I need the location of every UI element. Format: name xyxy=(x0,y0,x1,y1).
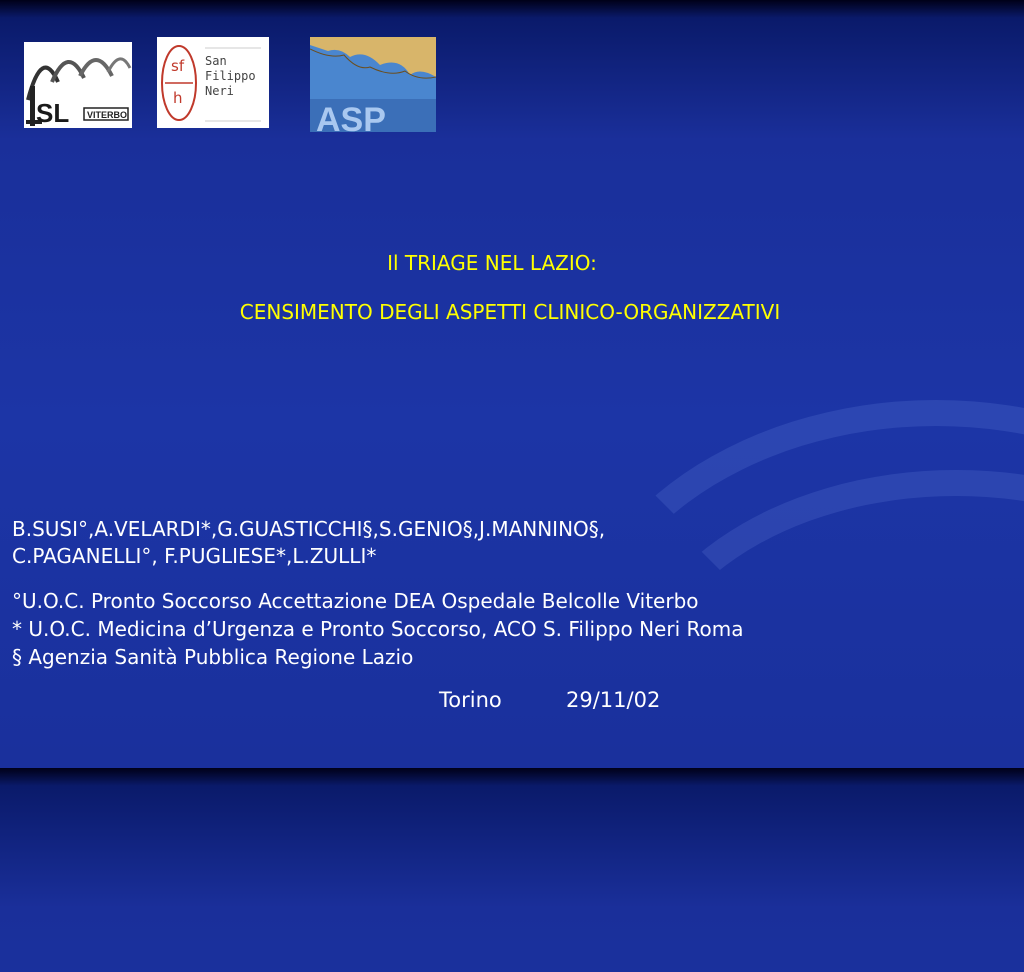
authors-line-2: C.PAGANELLI°, F.PUGLIESE*,L.ZULLI* xyxy=(12,544,377,568)
asp-map-icon xyxy=(310,37,436,132)
footer-date: 29/11/02 xyxy=(566,688,661,712)
asl-viterbo-logo xyxy=(24,42,132,128)
asl-arches-icon xyxy=(24,42,132,128)
affiliation-1: °U.O.C. Pronto Soccorso Accettazione DEA Ospedale Belcolle Viterbo xyxy=(12,589,699,613)
affiliation-3: § Agenzia Sanità Pubblica Regione Lazio xyxy=(12,645,414,669)
asl-logo-subtext: VITERBO xyxy=(87,110,128,120)
san-filippo-neri-logo xyxy=(157,37,269,128)
sfn-line-3: Neri xyxy=(205,84,234,98)
footer-place: Torino xyxy=(439,688,502,712)
svg-text:h: h xyxy=(173,89,183,107)
sfn-line-1: San xyxy=(205,54,227,68)
asp-logo xyxy=(310,37,436,132)
title-line-2: CENSIMENTO DEGLI ASPETTI CLINICO-ORGANIZZATIVI xyxy=(239,300,781,324)
asp-logo-text: ASP xyxy=(316,101,386,132)
affiliation-2: * U.O.C. Medicina d’Urgenza e Pronto Soccorso, ACO S. Filippo Neri Roma xyxy=(12,617,744,641)
title-line-1: Il TRIAGE NEL LAZIO: xyxy=(387,251,597,275)
sfn-emblem-icon xyxy=(157,37,269,128)
sfn-line-2: Filippo xyxy=(205,69,256,83)
asl-logo-text: SL xyxy=(36,98,70,128)
authors-line-1: B.SUSI°,A.VELARDI*,G.GUASTICCHI§,S.GENIO§,J.MANNINO§, xyxy=(12,517,606,541)
svg-text:sf: sf xyxy=(171,57,185,75)
